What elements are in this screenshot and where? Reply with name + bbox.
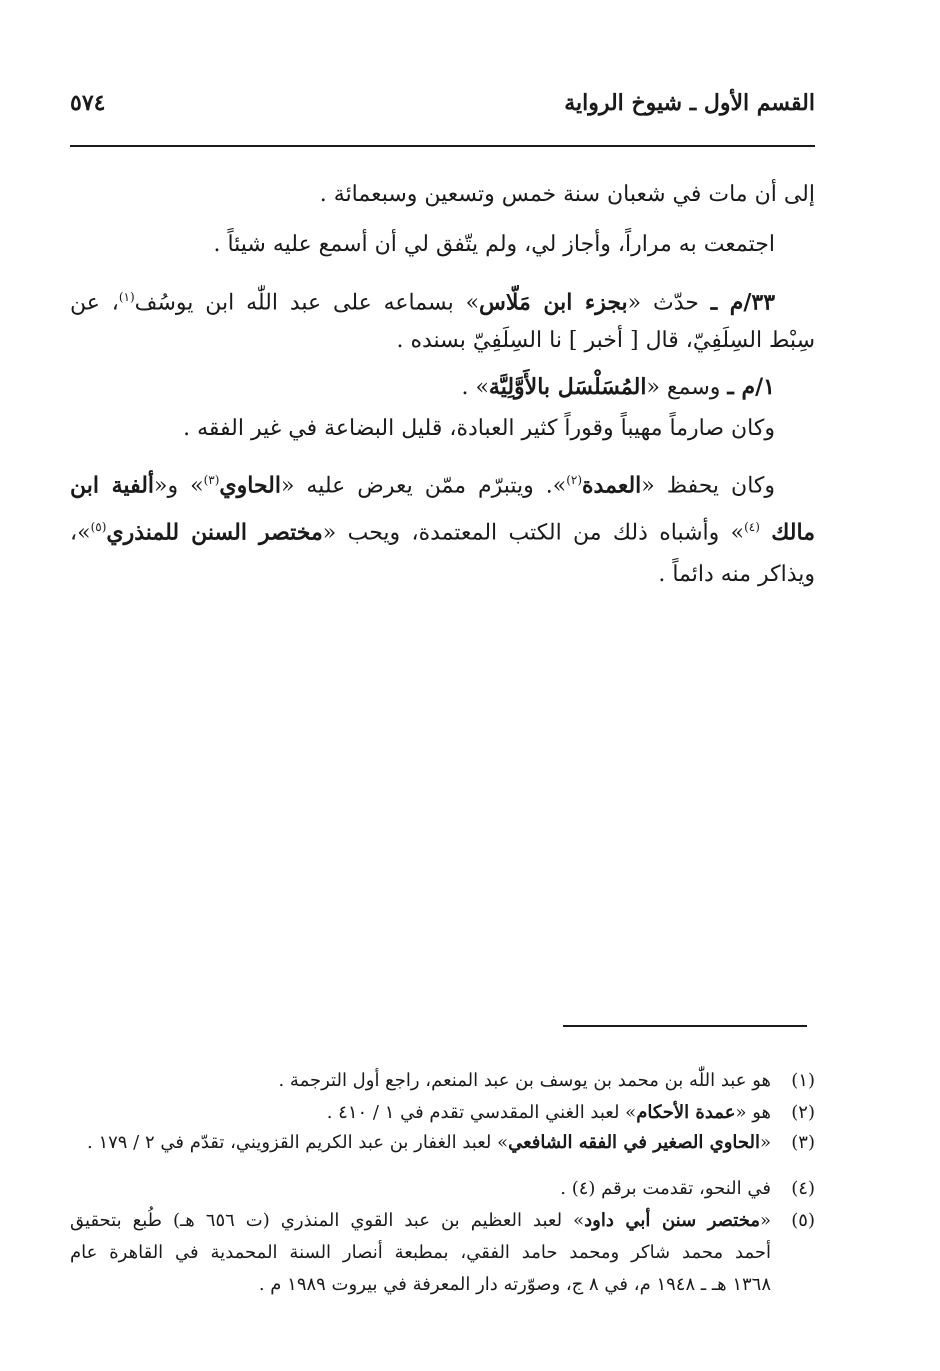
footnote-5-line-2: أحمد محمد شاكر ومحمد حامد الفقي، بمطبعة أنصار السنة المحمدية في القاهرة عام bbox=[70, 1242, 771, 1263]
footnote-4-text: في النحو، تقدمت برقم (٤) . bbox=[560, 1178, 771, 1199]
footnote-5-line-1 bbox=[70, 1208, 815, 1234]
para-l1-text-c: » و« bbox=[154, 473, 204, 499]
footnote-5-number: (٥) bbox=[791, 1210, 815, 1231]
footnote-1-number: (١) bbox=[791, 1070, 815, 1091]
body-line-1: إلى أن مات في شعبان سنة خمس وتسعين وسبعمائة . bbox=[319, 182, 815, 207]
footnote-ref-1[interactable]: (١) bbox=[118, 290, 135, 304]
header-rule bbox=[70, 145, 815, 147]
footnote-ref-3[interactable]: (٣) bbox=[203, 473, 220, 487]
footnote-3 bbox=[70, 1130, 815, 1156]
entry-1-line bbox=[70, 372, 815, 403]
footnote-2-number: (٢) bbox=[791, 1102, 815, 1123]
entry-33-text-a: حدّث « bbox=[627, 290, 699, 316]
footnote-2-work: عمدة الأحكام bbox=[636, 1102, 736, 1123]
page-number: ٥٧٤ bbox=[70, 90, 106, 116]
footnote-1-text: هو عبد اللّٰه بن محمد بن يوسف بن عبد المنعم، راجع أول الترجمة . bbox=[278, 1070, 771, 1091]
work-mukhtasar: مختصر السنن للمنذري bbox=[106, 519, 323, 546]
work-hawi: الحاوي bbox=[219, 472, 281, 499]
entry-1-text-b: » . bbox=[461, 375, 489, 400]
footnote-ref-2[interactable]: (٢) bbox=[566, 473, 583, 487]
body-line-2: اجتمعت به مراراً، وأجاز لي، ولم يتّفق لي أن أسمع عليه شيئاً . bbox=[213, 232, 775, 257]
entry-33-number: ٣٣/م ـ bbox=[710, 289, 776, 316]
running-head-title: القسم الأول ـ شيوخ الرواية bbox=[564, 90, 815, 116]
para-l1-text-a: وكان يحفظ « bbox=[641, 473, 775, 499]
footnote-5-work: مختصر سنن أبي داود bbox=[584, 1210, 760, 1231]
work-alfiya-part-2: مالك bbox=[771, 519, 815, 546]
entry-1-number: ١/م ـ bbox=[727, 374, 775, 400]
footnote-5-text-a: « bbox=[759, 1210, 771, 1231]
entry-33-work: بجزء ابن مَلّاس bbox=[479, 289, 628, 316]
footnote-3-text-b: » لعبد الغفار بن عبد الكريم القزويني، تقدّم في ٢ / ١٧٩ . bbox=[86, 1132, 509, 1153]
para-line-2 bbox=[70, 512, 815, 548]
footnote-5-text-b: » لعبد العظيم بن عبد القوي المنذري (ت ٦٥٦ هـ) طُبع بتحقيق bbox=[70, 1210, 585, 1231]
footnote-ref-5[interactable]: (٥) bbox=[90, 520, 107, 534]
entry-33-text-b: » بسماعه على عبد اللّٰه ابن يوسُف bbox=[134, 290, 480, 316]
entry-1-work: المُسَلْسَل بالأَوَّلِيَّة bbox=[488, 374, 647, 400]
entry-33-line-2: سِبْط السِلَفِيّ، قال [ أخبر ] نا السِلَفِيّ بسنده . bbox=[396, 328, 815, 353]
footnote-1 bbox=[70, 1068, 815, 1094]
para-line-1 bbox=[70, 465, 815, 501]
work-alfiya-part-1: ألفية ابن bbox=[70, 472, 155, 499]
para-l2-text-b: »، bbox=[70, 520, 91, 546]
footnote-4-number: (٤) bbox=[791, 1178, 815, 1199]
footnote-3-text-a: « bbox=[759, 1132, 771, 1153]
footnote-2-text-b: » لعبد الغني المقدسي تقدم في ١ / ٤١٠ . bbox=[326, 1102, 637, 1123]
entry-1-text-a: وسمع « bbox=[646, 375, 721, 400]
page-header bbox=[70, 86, 815, 130]
para-l2-text-a: » وأشباه ذلك من الكتب المعتمدة، ويحب « bbox=[322, 520, 745, 546]
footnote-2-text-a: هو « bbox=[735, 1102, 771, 1123]
footnote-2 bbox=[70, 1100, 815, 1126]
footnote-3-work: الحاوي الصغير في الفقه الشافعي bbox=[508, 1132, 760, 1153]
body-line-desc: وكان صارماً مهيباً وقوراً كثير العبادة، قليل البضاعة في غير الفقه . bbox=[183, 416, 775, 441]
footnote-separator bbox=[563, 1025, 807, 1027]
footnote-5-line-3: ١٣٦٨ هـ ـ ١٩٤٨ م، في ٨ ج، وصوّرته دار المعرفة في بيروت ١٩٨٩ م . bbox=[258, 1274, 771, 1295]
entry-33-text-c: ، عن bbox=[70, 290, 119, 316]
entry-33-line-1 bbox=[70, 282, 815, 318]
para-l1-text-b: ». ويتبرّم ممّن يعرض عليه « bbox=[280, 473, 567, 499]
work-umda: العمدة bbox=[582, 472, 642, 499]
para-line-3: ويذاكر منه دائماً . bbox=[658, 562, 815, 587]
footnote-4 bbox=[70, 1176, 815, 1202]
footnote-3-number: (٣) bbox=[791, 1132, 815, 1153]
footnote-ref-4[interactable]: (٤) bbox=[744, 520, 760, 534]
